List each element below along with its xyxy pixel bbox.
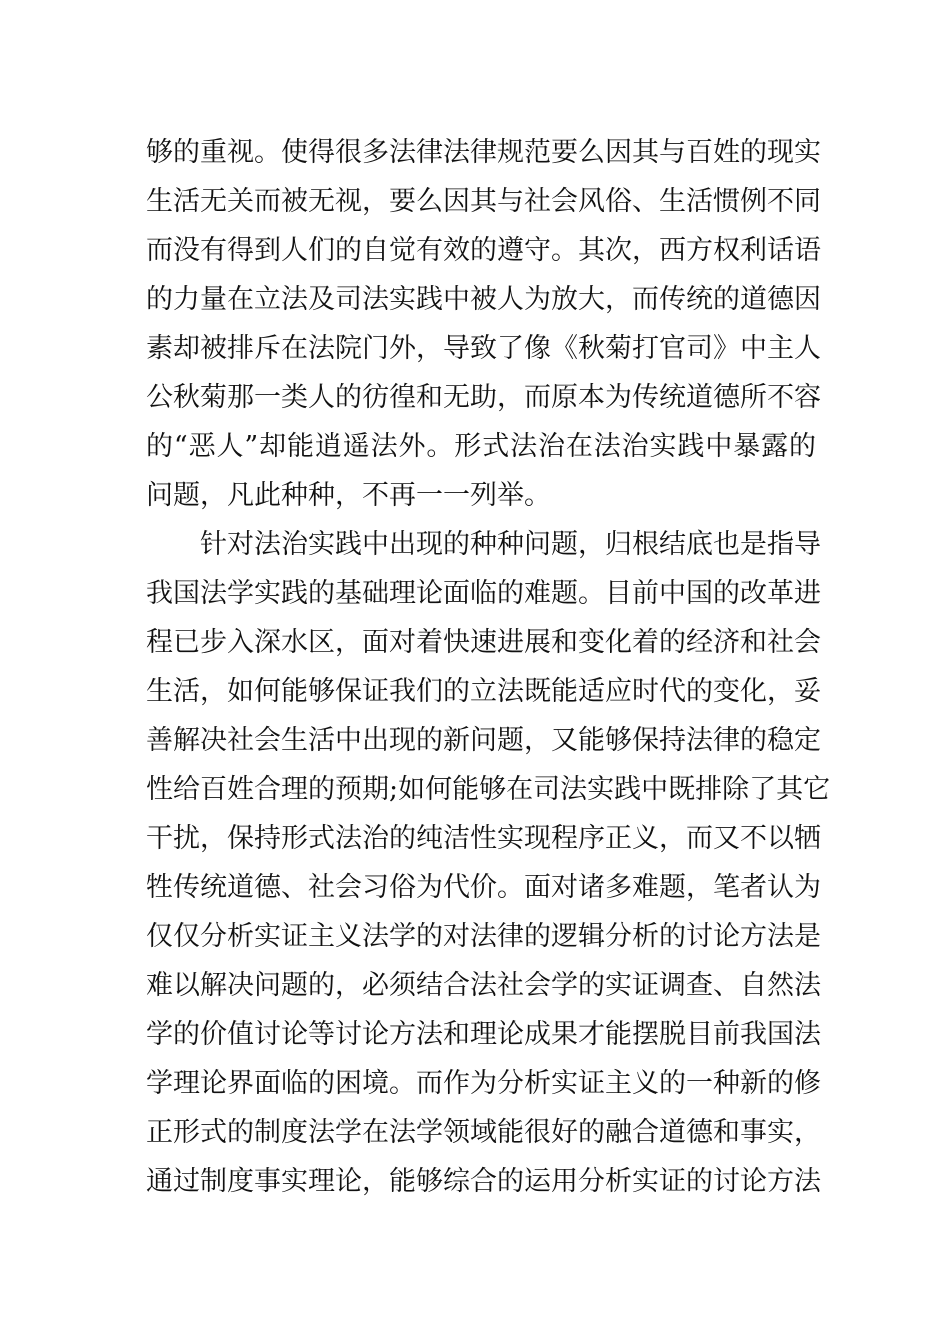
text-line: 生活无关而被无视，要么因其与社会风俗、生活惯例不同	[146, 186, 821, 217]
text-line: 牲传统道德、社会习俗为代价。面对诸多难题，笔者认为	[146, 872, 821, 903]
text-line: 针对法治实践中出现的种种问题，归根结底也是指导	[200, 529, 821, 560]
text-line: 够的重视。使得很多法律法律规范要么因其与百姓的现实	[146, 137, 821, 168]
text-line: 问题，凡此种种，不再一一列举。	[146, 480, 551, 511]
text-line: 学理论界面临的困境。而作为分析实证主义的一种新的修	[146, 1068, 821, 1099]
text-line: 程已步入深水区，面对着快速进展和变化着的经济和社会	[146, 627, 821, 658]
text-line: 生活，如何能够保证我们的立法既能适应时代的变化，妥	[146, 676, 821, 707]
text-line: 难以解决问题的，必须结合法社会学的实证调查、自然法	[146, 970, 821, 1001]
text-line: 干扰，保持形式法治的纯洁性实现程序正义，而又不以牺	[146, 823, 821, 854]
text-line: 善解决社会生活中出现的新问题，又能够保持法律的稳定	[146, 725, 821, 756]
text-line: 素却被排斥在法院门外，导致了像《秋菊打官司》中主人	[146, 333, 821, 364]
text-line: 的力量在立法及司法实践中被人为放大，而传统的道德因	[146, 284, 821, 315]
paragraph-2	[146, 520, 831, 1206]
text-line: 学的价值讨论等讨论方法和理论成果才能摆脱目前我国法	[146, 1019, 821, 1050]
text-line: 通过制度事实理论，能够综合的运用分析实证的讨论方法	[146, 1166, 821, 1197]
text-line: 公秋菊那一类人的彷徨和无助，而原本为传统道德所不容	[146, 382, 821, 413]
text-line: 我国法学实践的基础理论面临的难题。目前中国的改革进	[146, 578, 821, 609]
text-line: 仅仅分析实证主义法学的对法律的逻辑分析的讨论方法是	[146, 921, 821, 952]
text-line: 性给百姓合理的预期;如何能够在司法实践中既排除了其它	[146, 774, 831, 805]
body-text	[146, 128, 831, 1206]
text-line: 的“恶人”却能逍遥法外。形式法治在法治实践中暴露的	[146, 431, 816, 462]
text-line: 正形式的制度法学在法学领域能很好的融合道德和事实，	[146, 1117, 821, 1148]
paragraph-1	[146, 128, 821, 520]
text-line: 而没有得到人们的自觉有效的遵守。其次，西方权利话语	[146, 235, 821, 266]
